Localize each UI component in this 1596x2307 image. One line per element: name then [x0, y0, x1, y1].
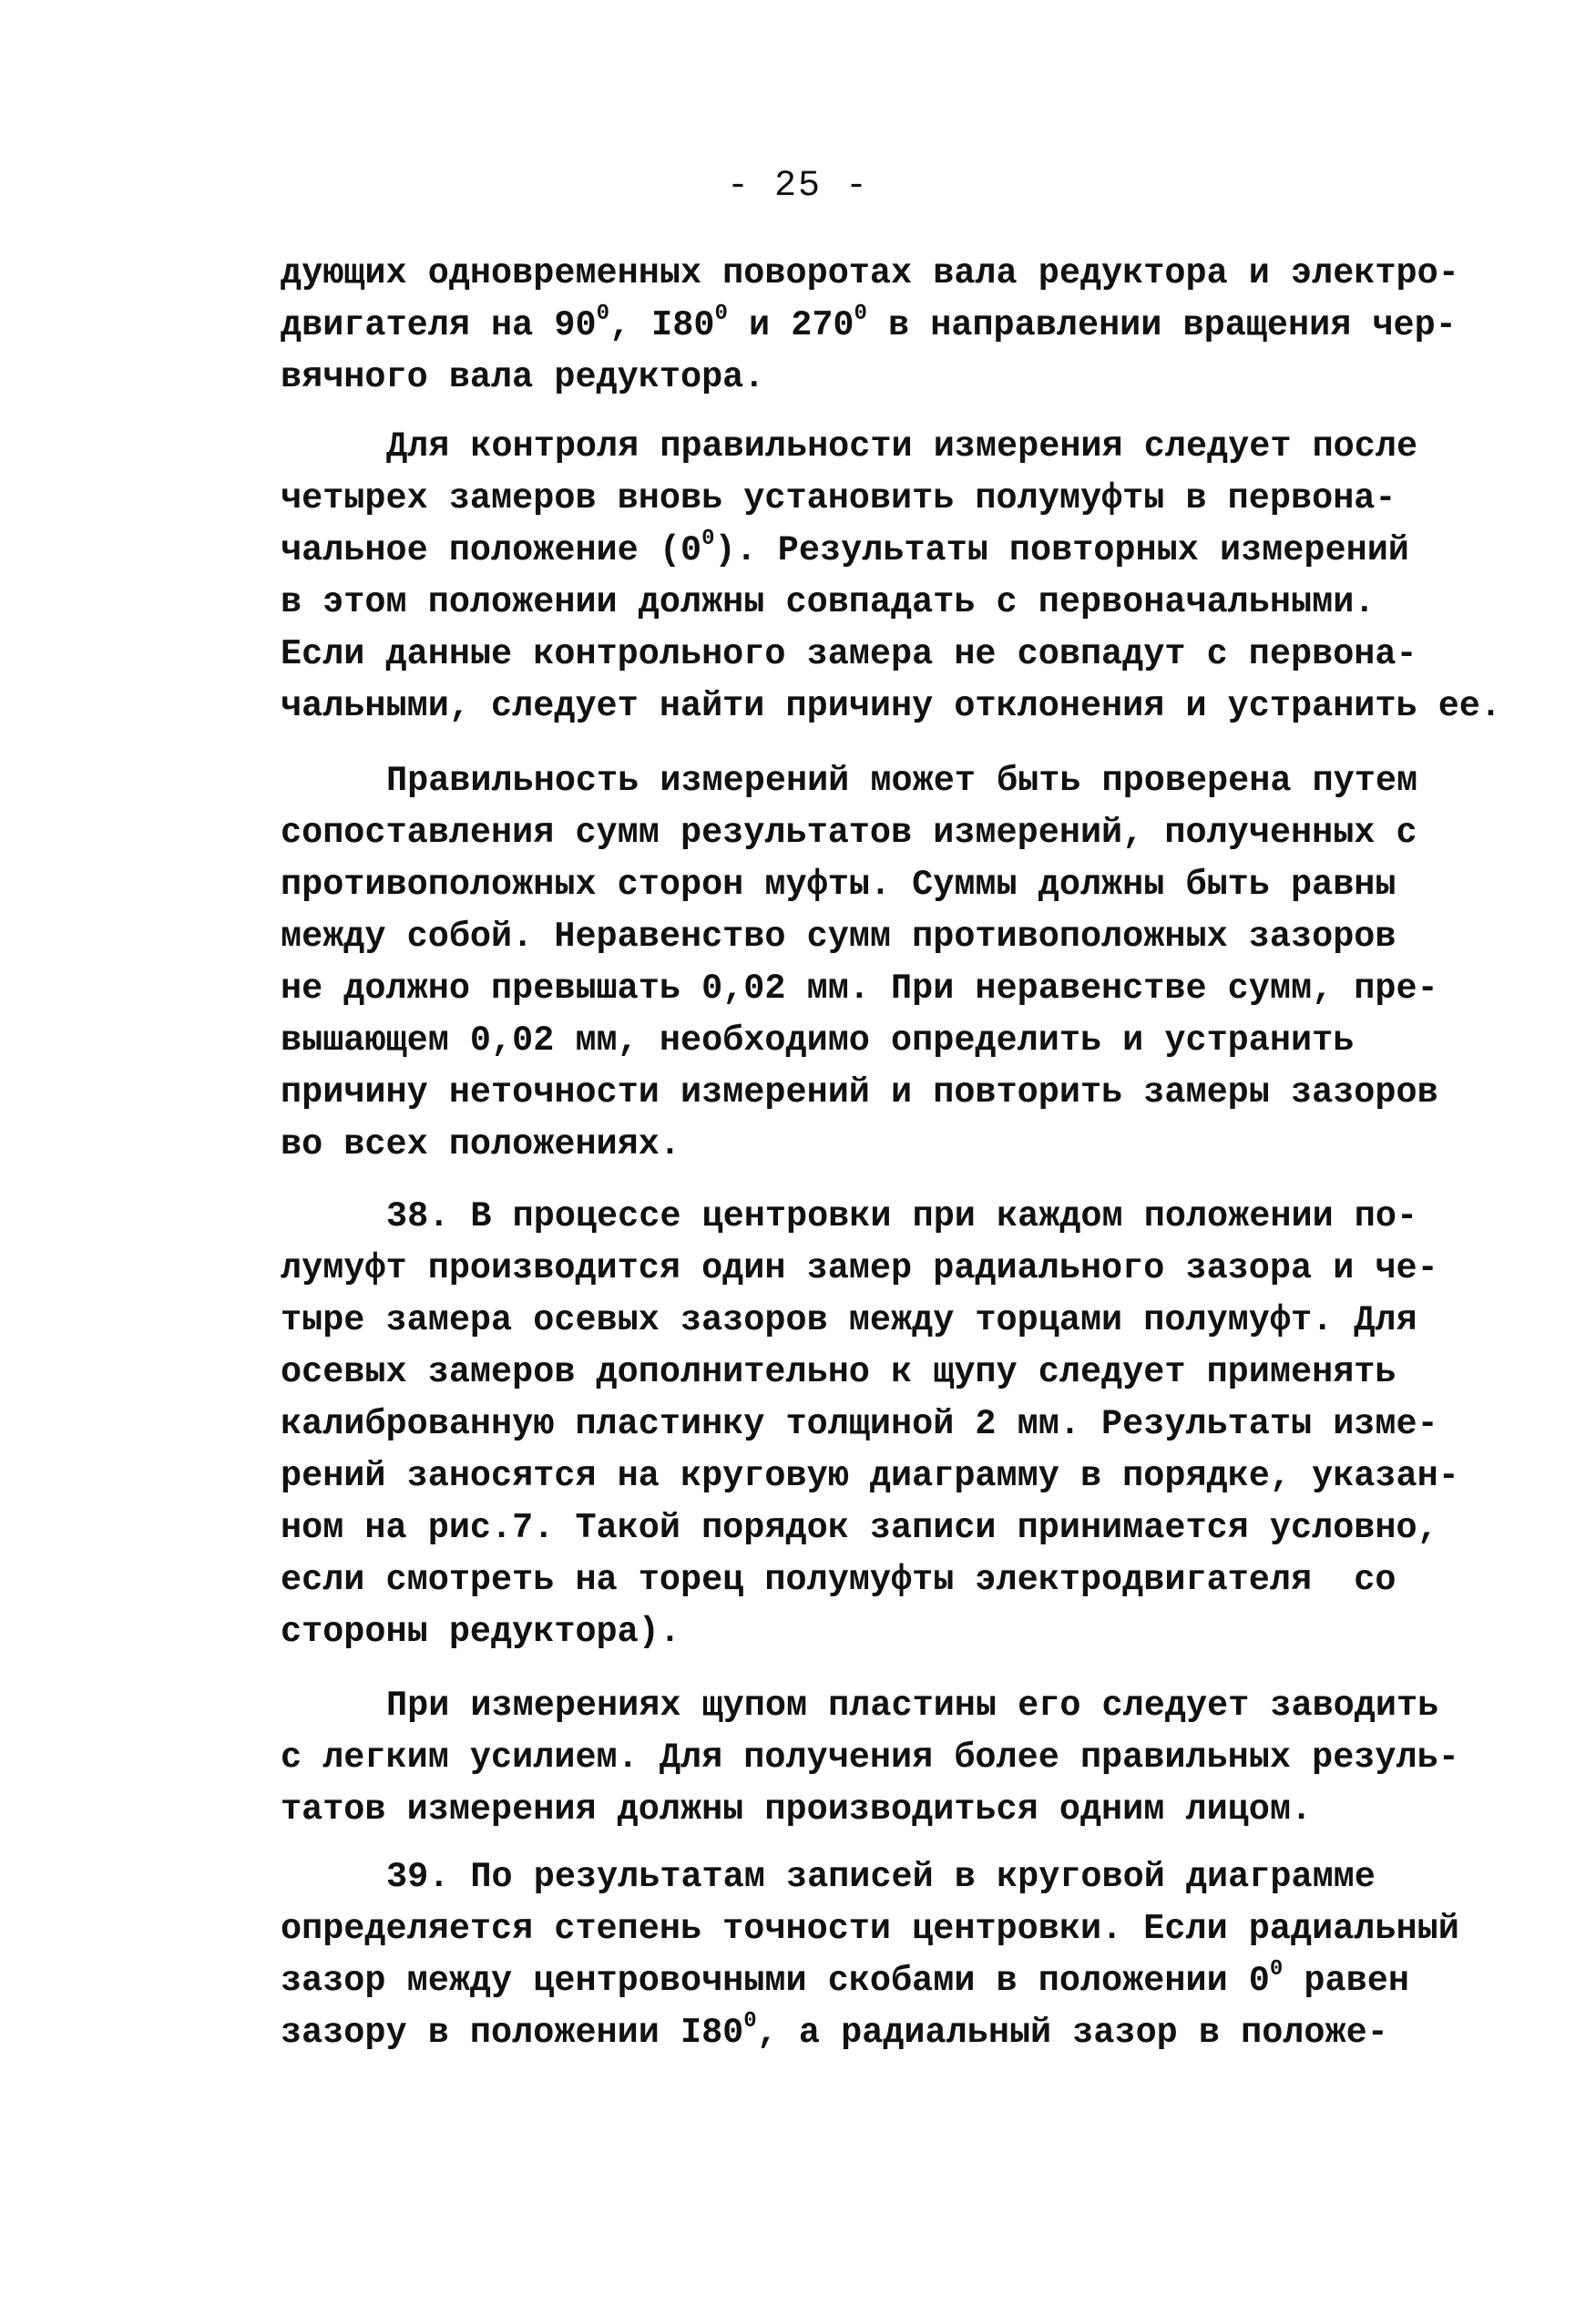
text-line	[281, 859, 1501, 911]
text-segment: противоположных сторон муфты. Суммы должны быть равны	[281, 865, 1396, 905]
text-line	[281, 1347, 1501, 1399]
page-number: - 25 -	[726, 166, 870, 207]
text-segment: Если данные контрольного замера не совпадут с первона-	[281, 634, 1417, 674]
text-segment: осевых замеров дополнительно к щупу следует применять	[281, 1352, 1396, 1392]
text-segment: ном на рис.7. Такой порядок записи принимается условно,	[281, 1508, 1438, 1548]
text-line	[281, 911, 1501, 963]
text-segment: калиброванную пластинку толщиной 2 мм. Результаты изме-	[281, 1404, 1438, 1444]
text-line	[281, 1680, 1501, 1732]
text-line	[281, 300, 1501, 352]
text-segment: , а радиальный зазор в положе-	[756, 2013, 1388, 2053]
text-segment: чальное положение (0	[281, 530, 702, 570]
text-line	[281, 2007, 1501, 2059]
text-line	[281, 629, 1501, 681]
text-line	[281, 473, 1501, 525]
text-segment: зазору в положении I80	[281, 2013, 744, 2053]
degree-superscript: 0	[1269, 1957, 1284, 1982]
text-line	[281, 1502, 1501, 1554]
text-line	[281, 1295, 1501, 1347]
text-line	[281, 1119, 1501, 1171]
text-line	[281, 1903, 1501, 1955]
degree-superscript: 0	[854, 302, 867, 326]
text-segment: четырех замеров вновь установить полумуфты в первона-	[281, 478, 1396, 518]
text-segment: равен	[1283, 1961, 1409, 2001]
text-line	[281, 1955, 1501, 2007]
degree-superscript: 0	[596, 302, 609, 326]
text-segment: в этом положении должны совпадать с первоначальными.	[281, 582, 1376, 622]
text-line	[281, 963, 1501, 1015]
text-segment: тыре замера осевых зазоров между торцами полумуфт. Для	[281, 1300, 1417, 1340]
text-segment: При измерениях щупом пластины его следует заводить	[386, 1686, 1439, 1726]
text-segment: не должно превышать 0,02 мм. При неравенстве сумм, пре-	[281, 969, 1438, 1009]
text-segment: рений заносятся на круговую диаграмму в порядке, указан-	[281, 1456, 1459, 1496]
text-segment: двигателя на 90	[281, 305, 597, 345]
text-line	[281, 1015, 1501, 1067]
text-segment: дующих одновременных поворотах вала редуктора и электро-	[281, 253, 1459, 293]
paragraph-item-39	[281, 1851, 1501, 2059]
text-segment: вышающем 0,02 мм, необходимо определить и устранить	[281, 1020, 1355, 1061]
text-segment: ). Результаты повторных измерений	[714, 530, 1409, 570]
text-line	[281, 577, 1501, 629]
text-segment: стороны редуктора).	[281, 1612, 680, 1652]
text-line	[281, 807, 1501, 859]
text-line	[281, 1067, 1501, 1119]
text-segment: 39. По результатам записей в круговой диаграмме	[386, 1857, 1376, 1897]
text-segment: причину неточности измерений и повторить замеры зазоров	[281, 1072, 1438, 1112]
degree-superscript: 0	[714, 302, 728, 326]
text-line	[281, 421, 1501, 473]
text-segment: чальными, следует найти причину отклонения и устранить ее.	[281, 686, 1502, 726]
text-segment: лумуфт производится один замер радиального зазора и че-	[281, 1248, 1438, 1288]
text-line	[281, 1784, 1501, 1836]
text-segment: татов измерения должны производиться одним лицом.	[281, 1789, 1313, 1830]
text-line	[281, 525, 1501, 577]
text-line	[281, 1399, 1501, 1451]
paragraph-measurement-control	[281, 421, 1501, 733]
text-line	[281, 1606, 1501, 1658]
text-line	[281, 1191, 1501, 1243]
text-line	[281, 1851, 1501, 1903]
degree-superscript: 0	[743, 2009, 757, 2034]
paragraph-continuation	[281, 248, 1501, 404]
text-line	[281, 248, 1501, 300]
text-segment: зазор между центровочными скобами в положении 0	[281, 1961, 1270, 2001]
text-line	[281, 1554, 1501, 1606]
text-segment: сопоставления сумм результатов измерений, полученных с	[281, 813, 1417, 853]
degree-superscript: 0	[701, 527, 715, 551]
text-line	[281, 681, 1501, 733]
text-segment: вячного вала редуктора.	[281, 357, 765, 397]
text-line	[281, 1451, 1501, 1502]
text-segment: между собой. Неравенство сумм противоположных зазоров	[281, 917, 1396, 957]
text-segment: и 270	[727, 305, 854, 345]
text-segment: определяется степень точности центровки. Если радиальный	[281, 1909, 1459, 1949]
paragraph-feeler-gauge	[281, 1680, 1501, 1836]
text-line	[281, 1243, 1501, 1295]
text-segment: Для контроля правильности измерения следует после	[386, 426, 1418, 467]
text-segment: 38. В процессе центровки при каждом положении по-	[386, 1196, 1418, 1236]
text-line	[281, 755, 1501, 807]
paragraph-item-38	[281, 1191, 1501, 1658]
text-segment: , I80	[609, 305, 715, 345]
text-segment: с легким усилием. Для получения более правильных резуль-	[281, 1738, 1459, 1778]
text-segment: в направлении вращения чер-	[866, 305, 1457, 345]
text-line	[281, 352, 1501, 404]
paragraph-measurement-correctness	[281, 755, 1501, 1171]
text-segment: Правильность измерений может быть проверена путем	[386, 761, 1418, 801]
text-segment: во всех положениях.	[281, 1124, 680, 1164]
text-segment: если смотреть на торец полумуфты электродвигателя со	[281, 1560, 1396, 1600]
text-line	[281, 1732, 1501, 1784]
